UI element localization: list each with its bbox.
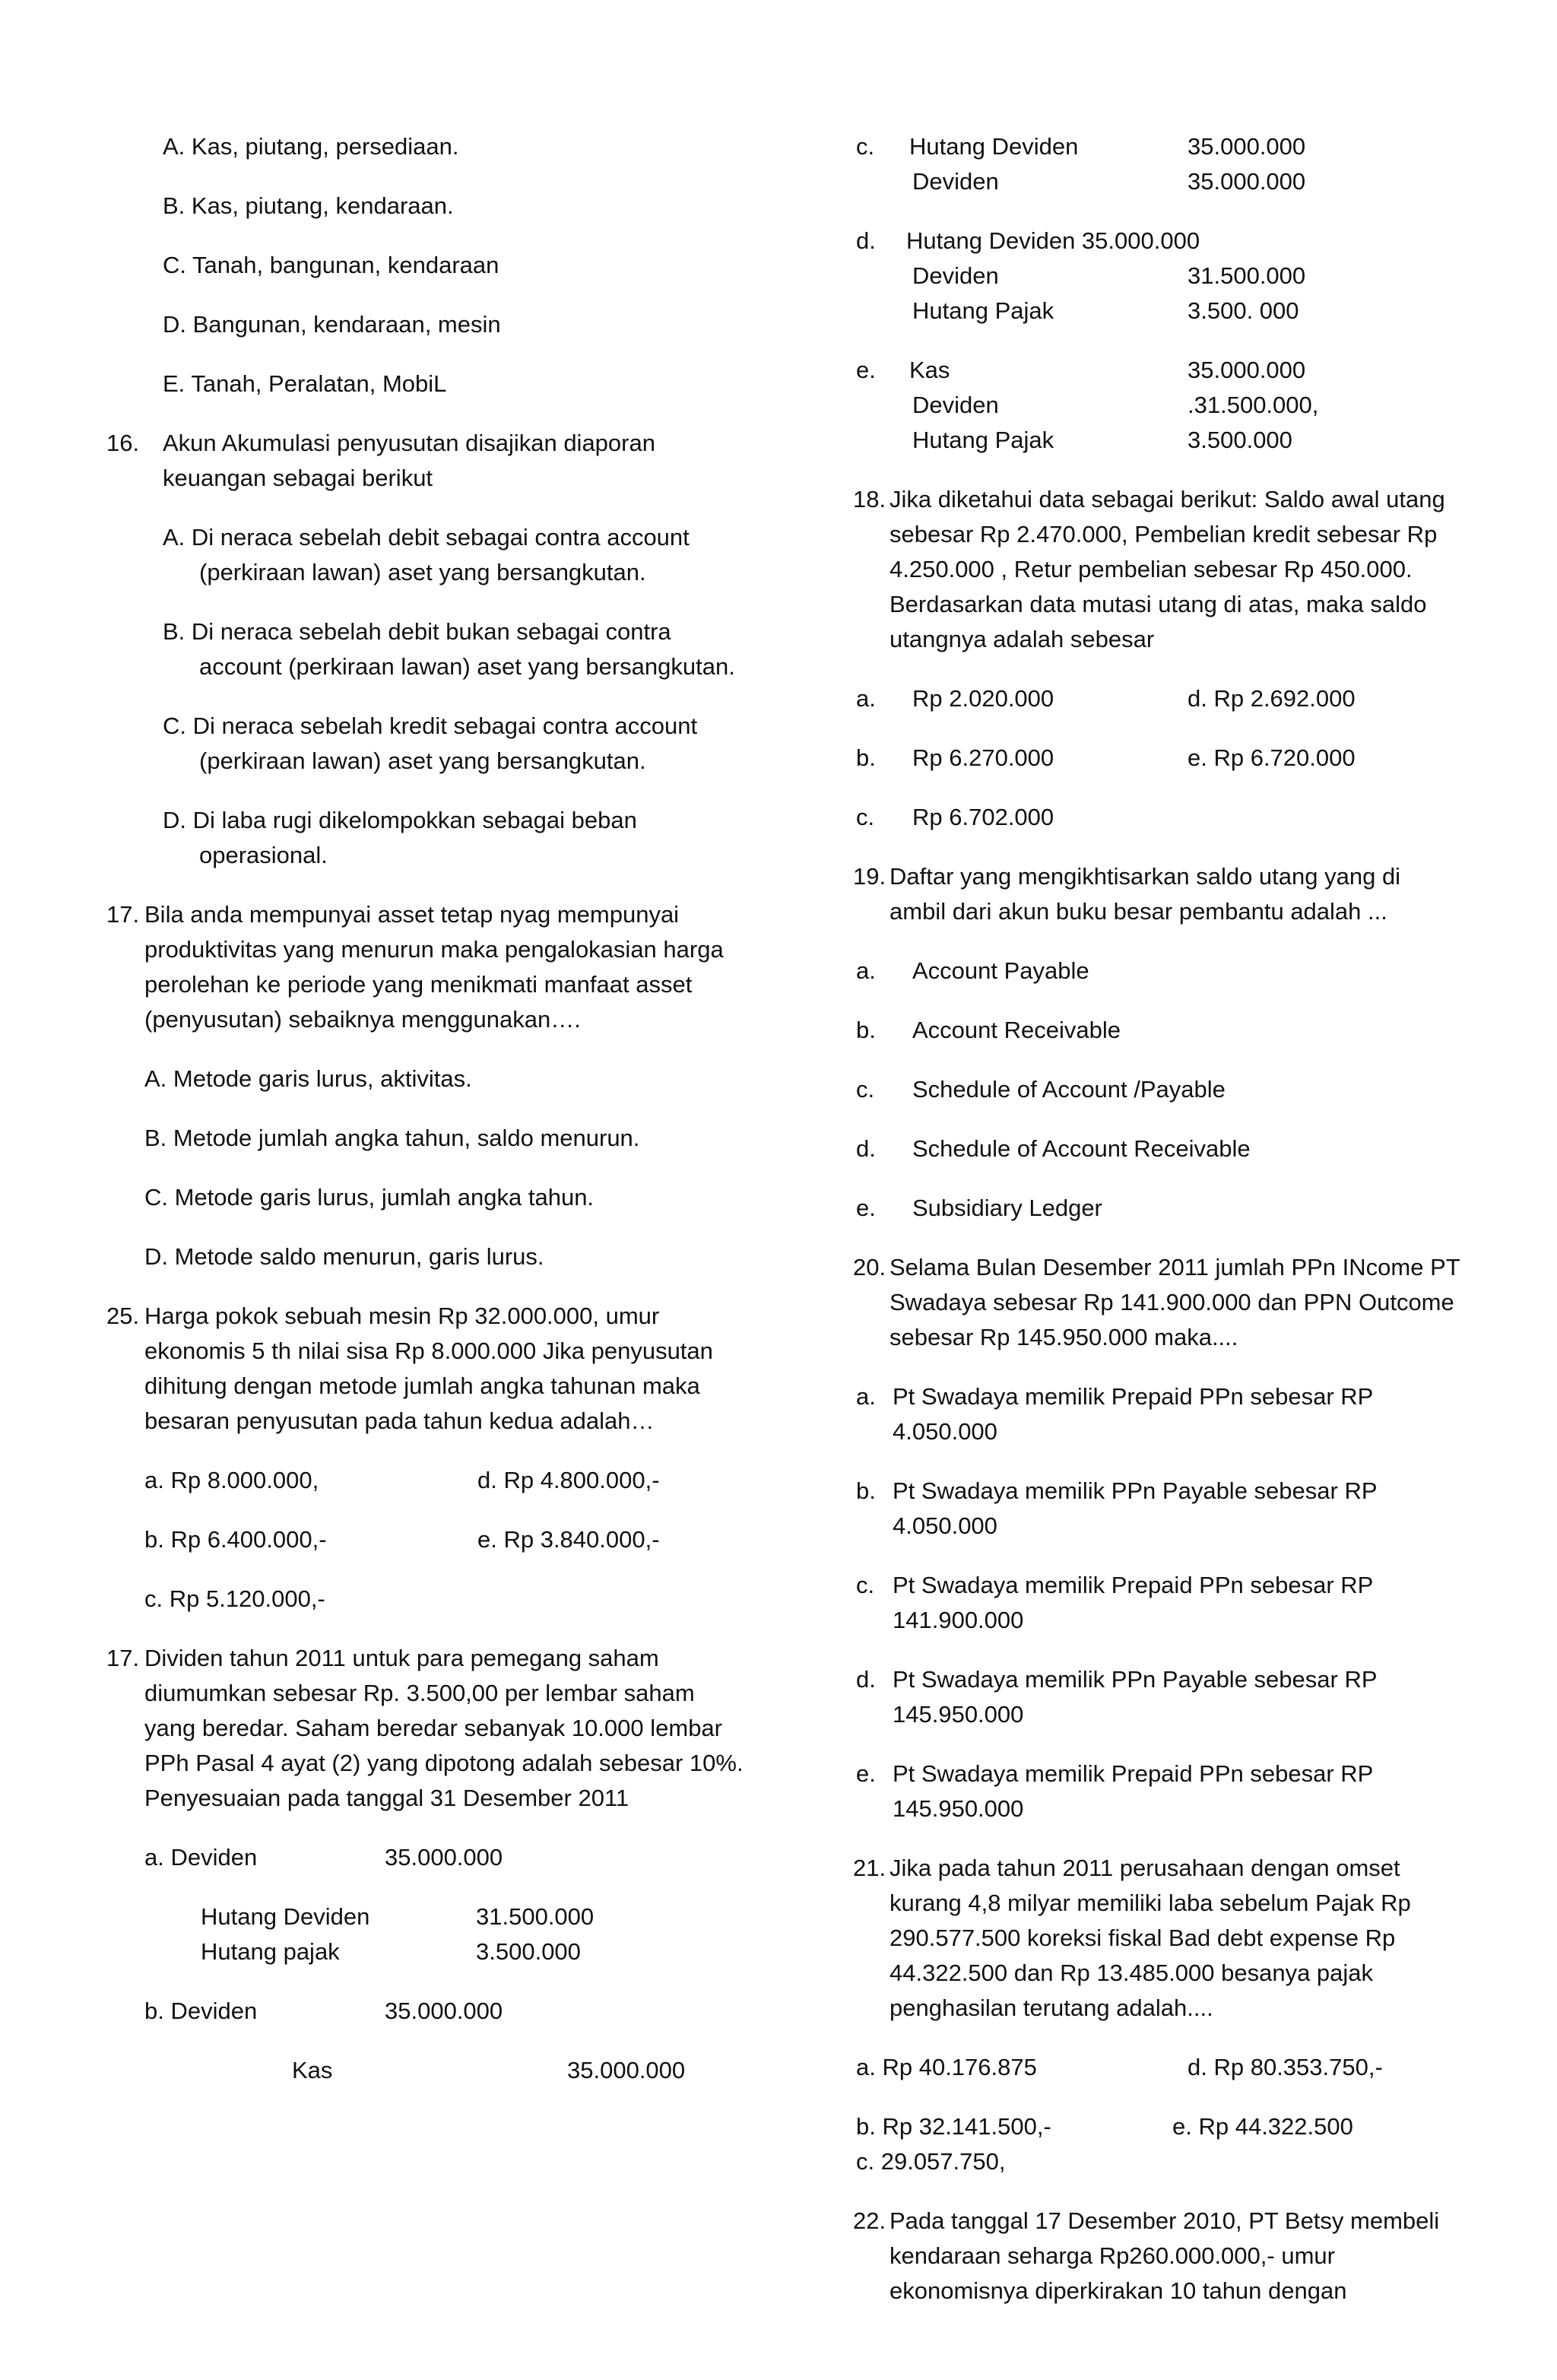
question-number: 17.	[106, 1645, 140, 1671]
journal-a-amount: 35.000.000	[385, 1844, 503, 1871]
option-20-c	[856, 1568, 1461, 1638]
question-text: Dividen tahun 2011 untuk para pemegang saham diumumkan sebesar Rp. 3.500,00 per lembar saham yang beredar. Saham beredar sebanyak 10.000 lembar PPh Pasal 4 ayat (2) yang dipotong adalah sebesar 10%. Penyesuaian pada tanggal 31 Desember 2011	[144, 1645, 744, 1811]
question-16-options	[106, 520, 745, 873]
question-text: Daftar yang mengikhtisarkan saldo utang yang di ambil dari akun buku besar pembantu adalah ...	[889, 863, 1401, 925]
journal-d-credit-2	[856, 294, 1461, 328]
journal-c-debit	[856, 129, 1461, 164]
option-text: Schedule of Account Receivable	[912, 1135, 1251, 1162]
question-number: 16.	[106, 430, 140, 456]
journal-amount: 31.500.000	[1188, 262, 1306, 289]
option-19-a	[856, 954, 1461, 988]
question-text: Selama Bulan Desember 2011 jumlah PPn INcome PT Swadaya sebesar Rp 141.900.000 dan PPN Outcome sebesar Rp 145.950.000 maka....	[889, 1254, 1460, 1350]
option-text: Pt Swadaya memilik PPn Payable sebesar RP 4.050.000	[893, 1477, 1377, 1539]
question-17-asset	[106, 897, 745, 1037]
option-label: a.	[856, 685, 876, 712]
option-label: b.	[856, 1477, 876, 1504]
options-row	[856, 2050, 1461, 2085]
option-16-d: D. Di laba rugi dikelompokkan sebagai beban operasional.	[163, 807, 637, 868]
option-text: Pt Swadaya memilik PPn Payable sebesar RP 145.950.000	[893, 1666, 1377, 1728]
journal-amount: 35.000.000	[1188, 168, 1306, 195]
option-15-c: C. Tanah, bangunan, kendaraan	[163, 252, 499, 278]
option-17a-c: C. Metode garis lurus, jumlah angka tahun.	[144, 1184, 595, 1211]
journal-a-debit	[144, 1840, 745, 1875]
question-number: 25.	[106, 1303, 140, 1329]
journal-account: Deviden	[912, 168, 999, 195]
question-21	[853, 1851, 1461, 2026]
question-20-options	[853, 1379, 1461, 1826]
journal-amount: 3.500. 000	[1188, 297, 1299, 324]
option-17a-d: D. Metode saldo menurun, garis lurus.	[144, 1243, 544, 1270]
journal-amount: 3.500.000	[476, 1938, 581, 1965]
option-18-c: Rp 6.702.000	[912, 804, 1054, 830]
journal-account: Kas	[909, 357, 950, 383]
question-number: 18.	[853, 486, 886, 512]
option-18-a: Rp 2.020.000	[912, 685, 1054, 712]
option-21-b: b. Rp 32.141.500,-	[856, 2113, 1051, 2140]
journal-e-credit-1	[856, 388, 1461, 423]
option-text: Pt Swadaya memilik Prepaid PPn sebesar RP 141.900.000	[893, 1572, 1373, 1633]
option-21-a: a. Rp 40.176.875	[856, 2054, 1037, 2080]
option-25-a: a. Rp 8.000.000,	[144, 1467, 319, 1493]
option-16-a: A. Di neraca sebelah debit sebagai contra account (perkiraan lawan) aset yang bersangkutan.	[163, 524, 690, 585]
question-number: 19.	[853, 863, 886, 890]
journal-amount: 35.000.000	[1188, 357, 1306, 383]
journal-b-debit	[144, 1994, 745, 2029]
option-text: Pt Swadaya memilik Prepaid PPn sebesar RP 145.950.000	[893, 1760, 1373, 1822]
journal-account: Deviden	[912, 392, 999, 418]
journal-account: Kas	[292, 2057, 333, 2083]
question-17-asset-options	[106, 1061, 745, 1274]
question-17-dividen-options-cont	[853, 129, 1461, 458]
question-25-options	[106, 1463, 745, 1617]
option-19-c	[856, 1072, 1461, 1107]
question-21-options	[853, 2050, 1461, 2179]
options-row	[856, 800, 1461, 835]
option-text: Pt Swadaya memilik Prepaid PPn sebesar RP 4.050.000	[893, 1383, 1373, 1445]
question-text: Pada tanggal 17 Desember 2010, PT Betsy membeli kendaraan seharga Rp260.000.000,- umur ekonomisnya diperkirakan 10 tahun dengan	[889, 2207, 1440, 2304]
question-number: 22.	[853, 2207, 886, 2234]
question-18	[853, 482, 1461, 657]
option-label: d.	[856, 1135, 876, 1162]
options-row	[856, 681, 1461, 716]
journal-account: Hutang Deviden	[201, 1903, 370, 1930]
option-label: d.	[856, 227, 876, 254]
left-column	[106, 129, 745, 2088]
option-15-d: D. Bangunan, kendaraan, mesin	[163, 311, 501, 338]
option-label: a.	[856, 957, 876, 984]
option-16-c: C. Di neraca sebelah kredit sebagai contra account (perkiraan lawan) aset yang bersangkutan.	[163, 712, 698, 774]
question-text: Akun Akumulasi penyusutan disajikan diaporan keuangan sebagai berikut	[163, 430, 655, 491]
option-label: c.	[856, 1572, 875, 1598]
journal-e-credit-2	[856, 423, 1461, 458]
option-21-c: c. 29.057.750,	[856, 2148, 1006, 2175]
option-17a-b: B. Metode jumlah angka tahun, saldo menurun.	[144, 1125, 640, 1151]
options-row	[856, 741, 1461, 776]
journal-d-credit-1	[856, 259, 1461, 294]
journal-account: Hutang Deviden 35.000.000	[906, 227, 1200, 254]
journal-d-debit	[856, 224, 1461, 259]
options-row	[144, 1522, 745, 1557]
option-25-d: d. Rp 4.800.000,-	[477, 1467, 660, 1493]
question-25	[106, 1299, 745, 1439]
question-text: Jika pada tahun 2011 perusahaan dengan omset kurang 4,8 milyar memiliki laba sebelum Pajak Rp 290.577.500 koreksi fiskal Bad debt expense Rp 44.322.500 dan Rp 13.485.000 besanya pajak penghasilan terutang adalah....	[889, 1855, 1411, 2021]
option-text: Account Receivable	[912, 1017, 1121, 1043]
options-row	[856, 2109, 1461, 2144]
option-19-e	[856, 1191, 1461, 1226]
journal-amount: 3.500.000	[1188, 427, 1292, 453]
journal-amount: 35.000.000	[567, 2057, 686, 2083]
journal-amount: .31.500.000,	[1188, 392, 1319, 418]
question-17-dividen-options	[106, 1840, 745, 2088]
question-19-options	[853, 954, 1461, 1226]
journal-b-amount: 35.000.000	[385, 1998, 503, 2024]
option-20-e	[856, 1756, 1461, 1826]
question-17-dividen	[106, 1641, 745, 1816]
option-20-d	[856, 1662, 1461, 1732]
journal-account: Hutang pajak	[201, 1938, 340, 1965]
option-19-b	[856, 1013, 1461, 1048]
question-number: 17.	[106, 901, 140, 928]
option-label: e.	[856, 1760, 876, 1787]
question-text: Jika diketahui data sebagai berikut: Saldo awal utang sebesar Rp 2.470.000, Pembelian kredit sebesar Rp 4.250.000 , Retur pembelian sebesar Rp 450.000. Berdasarkan data mutasi utang di atas, maka saldo utangnya adalah sebesar	[889, 486, 1445, 652]
journal-c-credit	[856, 164, 1461, 199]
question-15-options	[106, 129, 745, 401]
question-text: Bila anda mempunyai asset tetap nyag mempunyai produktivitas yang menurun maka pengalokasian harga perolehan ke periode yang menikmati manfaat asset (penyusutan) sebaiknya menggunakan….	[144, 901, 724, 1033]
journal-a-account: a. Deviden	[144, 1844, 258, 1871]
option-18-e: e. Rp 6.720.000	[1188, 744, 1356, 771]
option-label: b.	[856, 1017, 876, 1043]
question-number: 21.	[853, 1855, 886, 1881]
option-label: d.	[856, 1666, 876, 1693]
option-25-b: b. Rp 6.400.000,-	[144, 1526, 327, 1553]
journal-amount: 31.500.000	[476, 1903, 595, 1930]
right-column	[853, 129, 1461, 2309]
journal-a-credit-1	[144, 1899, 745, 1934]
option-17a-a: A. Metode garis lurus, aktivitas.	[144, 1065, 472, 1092]
journal-b-credit-1	[144, 2053, 745, 2088]
journal-account: Deviden	[912, 262, 999, 289]
question-text: Harga pokok sebuah mesin Rp 32.000.000, umur ekonomis 5 th nilai sisa Rp 8.000.000 Jika penyusutan dihitung dengan metode jumlah angka tahunan maka besaran penyusutan pada tahun kedua adalah…	[144, 1303, 713, 1434]
question-number: 20.	[853, 1254, 886, 1280]
option-label: c.	[856, 133, 875, 160]
option-18-d: d. Rp 2.692.000	[1188, 685, 1356, 712]
option-20-a	[856, 1379, 1461, 1449]
option-16-b: B. Di neraca sebelah debit bukan sebagai contra account (perkiraan lawan) aset yang bersangkutan.	[163, 618, 735, 680]
option-label: c.	[856, 1076, 875, 1103]
option-19-d	[856, 1131, 1461, 1166]
option-15-a: A. Kas, piutang, persediaan.	[163, 133, 459, 160]
option-21-d: d. Rp 80.353.750,-	[1188, 2054, 1383, 2080]
option-text: Subsidiary Ledger	[912, 1195, 1102, 1221]
option-label: a.	[856, 1383, 876, 1410]
option-text: Account Payable	[912, 957, 1089, 984]
journal-account: Hutang Pajak	[912, 297, 1054, 324]
option-label: b.	[856, 744, 876, 771]
option-25-e: e. Rp 3.840.000,-	[477, 1526, 660, 1553]
option-20-b	[856, 1474, 1461, 1544]
option-15-e: E. Tanah, Peralatan, MobiL	[163, 370, 447, 397]
question-16	[106, 426, 745, 496]
journal-e-debit	[856, 353, 1461, 388]
option-label: e.	[856, 357, 876, 383]
option-15-b: B. Kas, piutang, kendaraan.	[163, 192, 454, 219]
options-row	[144, 1463, 745, 1498]
option-label: e.	[856, 1195, 876, 1221]
question-19	[853, 859, 1461, 929]
question-20	[853, 1250, 1461, 1355]
journal-account: Hutang Pajak	[912, 427, 1054, 453]
option-text: Schedule of Account /Payable	[912, 1076, 1226, 1103]
question-22	[853, 2204, 1461, 2309]
option-21-e: e. Rp 44.322.500	[1172, 2113, 1353, 2140]
journal-b-account: b. Deviden	[144, 1998, 258, 2024]
option-label: c.	[856, 804, 875, 830]
option-18-b: Rp 6.270.000	[912, 744, 1054, 771]
option-25-c: c. Rp 5.120.000,-	[144, 1585, 325, 1612]
journal-amount: 35.000.000	[1188, 133, 1306, 160]
journal-account: Hutang Deviden	[909, 133, 1079, 160]
journal-a-credit-2	[144, 1934, 745, 1969]
question-18-options	[853, 681, 1461, 835]
